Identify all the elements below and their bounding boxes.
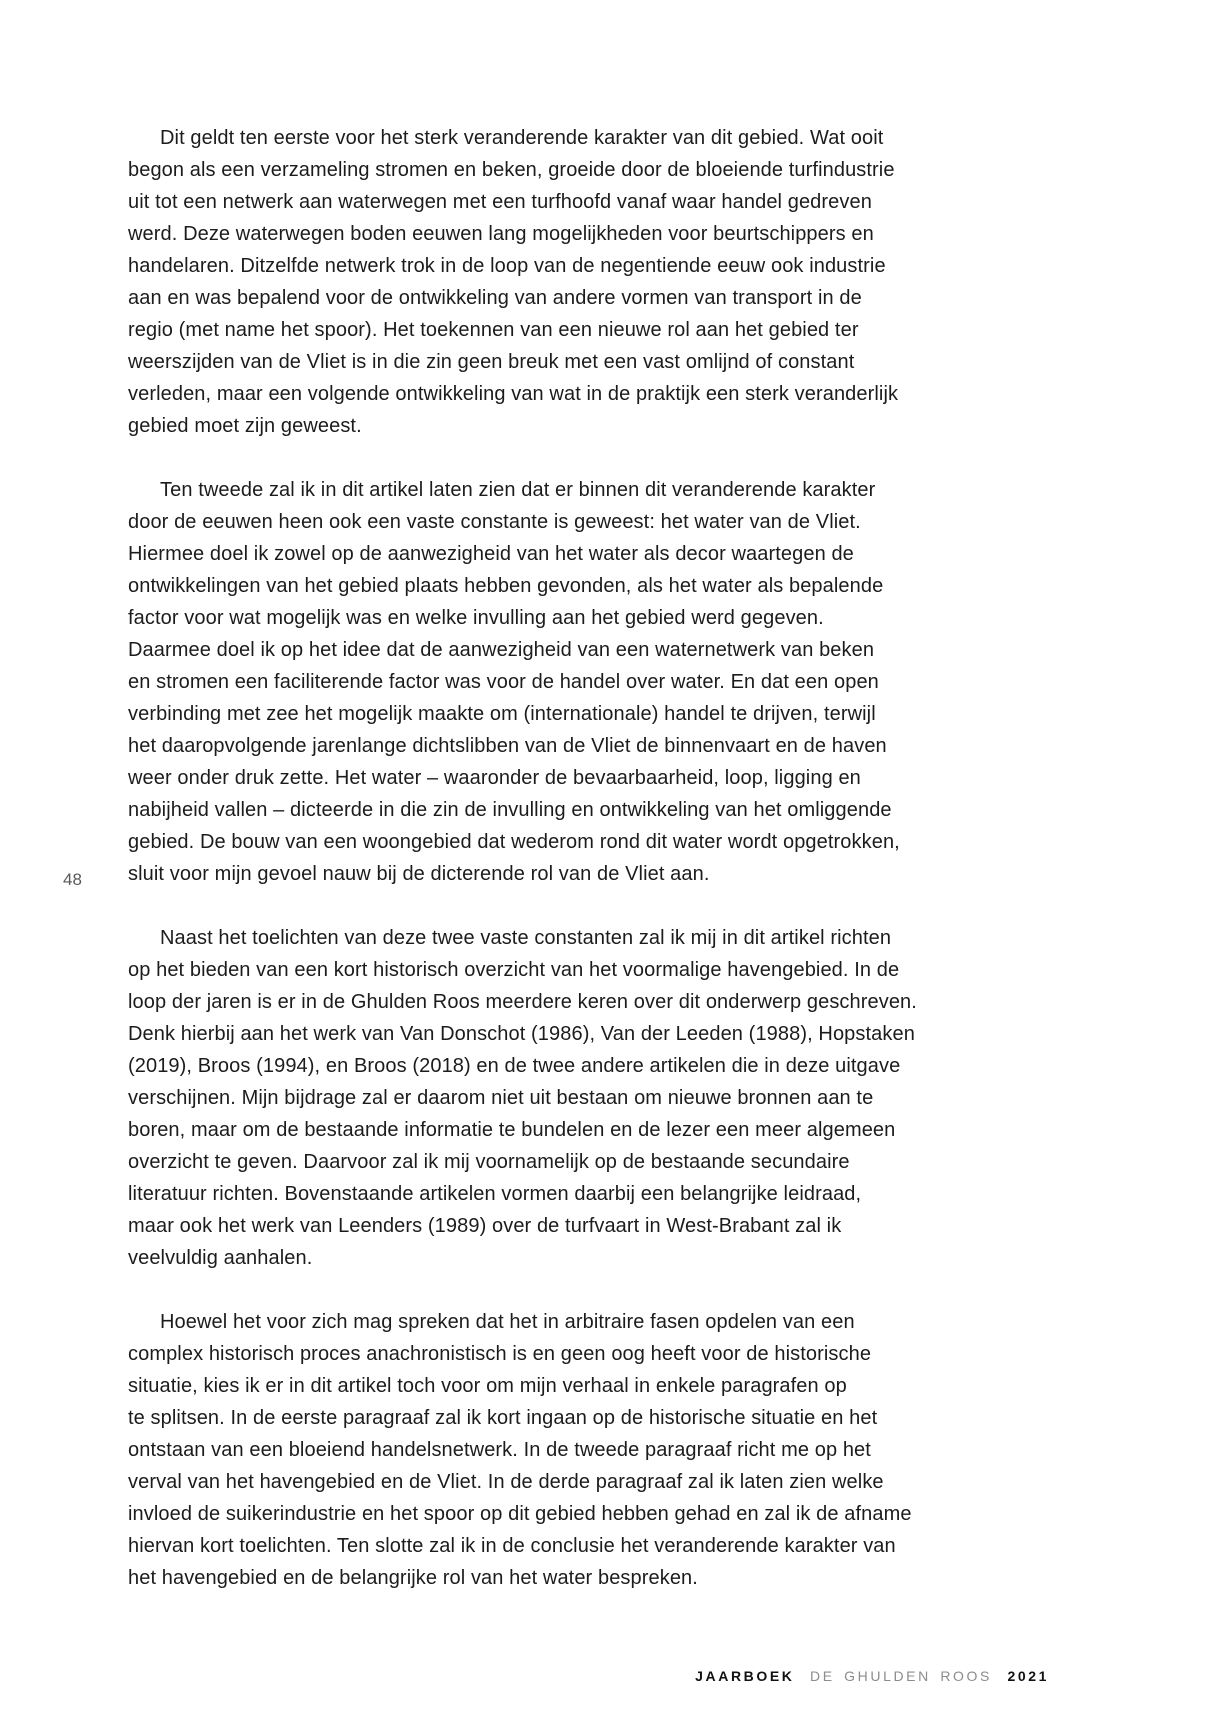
footer-series-title: DE GHULDEN ROOS [810, 1668, 992, 1684]
page-number: 48 [63, 870, 82, 889]
paragraph: Naast het toelichten van deze twee vaste constanten zal ik mij in dit artikel richten op het bieden van een kort historisch overzicht van het voormalige havengebied. In de loop der jaren is er in de Ghulden Roos meerdere keren over dit onderwerp geschreven. Denk hierbij aan het werk van Van Donschot (1986), Van der Leeden (1988), Hopstaken (2019), Broos (1994), en Broos (2018) en de twee andere artikelen die in deze uitgave verschijnen. Mijn bijdrage zal er daarom niet uit bestaan om nieuwe bronnen aan te boren, maar om de bestaande informatie te bundelen en de lezer een meer algemeen overzicht te geven. Daarvoor zal ik mij voornamelijk op de bestaande secundaire literatuur richten. Bovenstaande artikelen vormen daarbij een belangrijke leidraad, maar ook het werk van Leenders (1989) over de turfvaart in West-Brabant zal ik veelvuldig aanhalen. [128, 927, 917, 1269]
paragraph: Ten tweede zal ik in dit artikel laten zien dat er binnen dit veranderende karakter door de eeuwen heen ook een vaste constante is geweest: het water van de Vliet. Hiermee doel ik zowel op de aanwezigheid van het water als decor waartegen de ontwikkelingen van het gebied plaats hebben gevonden, als het water als bepalende factor voor wat mogelijk was en welke invulling aan het gebied werd gegeven. Daarmee doel ik op het idee dat de aanwezigheid van een waternetwerk van beken en stromen een faciliterende factor was voor de handel over water. En dat een open verbinding met zee het mogelijk maakte om (internationale) handel te drijven, terwijl het daaropvolgende jarenlange dichtslibben van de Vliet de binnenvaart en de haven weer onder druk zette. Het water – waaronder de bevaarbaarheid, loop, ligging en nabijheid vallen – dicteerde in die zin de invulling en ontwikkeling van het omliggende gebied. De bouw van een woongebied dat wederom rond dit water wordt opgetrokken, sluit voor mijn gevoel nauw bij de dicterende rol van de Vliet aan. [128, 479, 900, 885]
paragraph: Dit geldt ten eerste voor het sterk veranderende karakter van dit gebied. Wat ooit begon als een verzameling stromen en beken, groeide door de bloeiende turfindustrie uit tot een netwerk aan waterwegen met een turfhoofd vanaf waar handel gedreven werd. Deze waterwegen boden eeuwen lang mogelijkheden voor beurtschippers en handelaren. Ditzelfde netwerk trok in de loop van de negentiende eeuw ook industrie aan en was bepalend voor de ontwikkeling van andere vormen van transport in de regio (met name het spoor). Het toekennen van een nieuwe rol aan het gebied ter weerszijden van de Vliet is in die zin geen breuk met een vast omlijnd of constant verleden, maar een volgende ontwikkeling van wat in de praktijk een sterk veranderlijk gebied moet zijn geweest. [128, 127, 899, 437]
footer-year: 2021 [1007, 1668, 1049, 1684]
paragraph: Hoewel het voor zich mag spreken dat het in arbitraire fasen opdelen van een complex historisch proces anachronistisch is en geen oog heeft voor de historische situatie, kies ik er in dit artikel toch voor om mijn verhaal in enkele paragrafen op te splitsen. In de eerste paragraaf zal ik kort ingaan op de historische situatie en het ontstaan van een bloeiend handelsnetwerk. In de tweede paragraaf richt me op het verval van het havengebied en de Vliet. In de derde paragraaf zal ik laten zien welke invloed de suikerindustrie en het spoor op dit gebied hebben gehad en zal ik de afname hiervan kort toelichten. Ten slotte zal ik in de conclusie het veranderende karakter van het havengebied en de belangrijke rol van het water bespreken. [128, 1311, 912, 1589]
footer-jaarboek-label: JAARBOEK [695, 1668, 795, 1684]
footer [695, 1666, 1049, 1686]
body-text [128, 122, 1028, 1626]
